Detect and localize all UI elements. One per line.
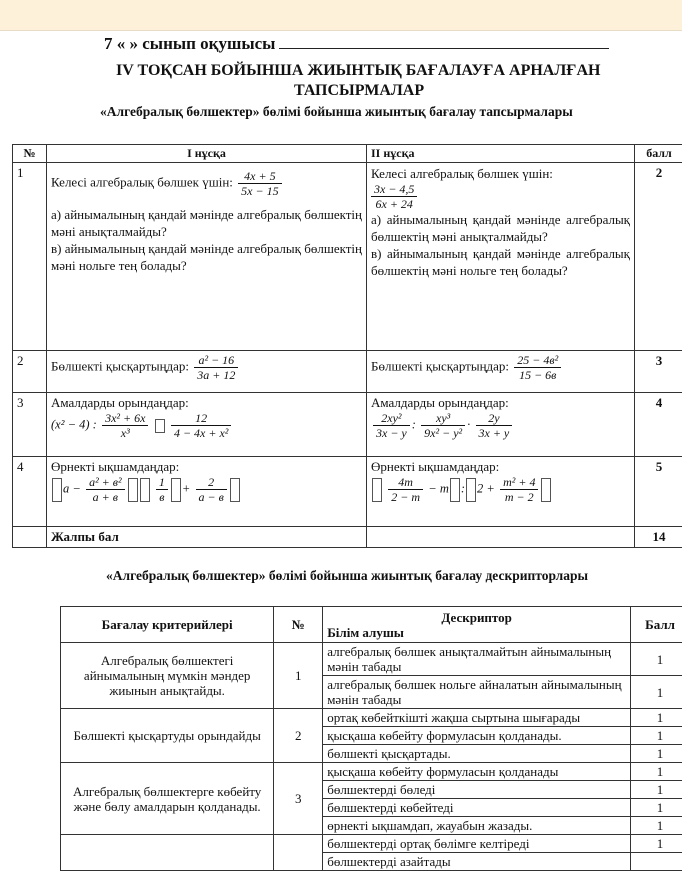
header-variant-1: I нұсқа — [47, 145, 367, 163]
fraction-denominator: 9x² − y² — [424, 426, 463, 440]
fraction-denominator: x³ — [120, 426, 130, 440]
task-question-b: в) айнымалының қандай мәнінде алгебралық бөлшектің мәні нольге тең болады? — [51, 241, 362, 273]
task-intro: Келесі алгебралық бөлшек үшін: — [51, 174, 233, 190]
fraction — [476, 411, 513, 440]
fraction — [421, 411, 465, 440]
task-points: 2 — [635, 163, 682, 351]
criteria-num: 1 — [274, 643, 323, 709]
class-line — [104, 34, 609, 54]
descriptor-points: 1 — [631, 745, 682, 763]
header-num: № — [13, 145, 47, 163]
descriptors-title: «Алгебралық бөлшектер» бөлімі бойынша жиынтық бағалау дескрипторлары — [106, 568, 589, 583]
fraction-numerator: a² + в² — [86, 475, 125, 490]
total-empty-cell — [367, 527, 635, 548]
top-banner — [0, 0, 682, 30]
bracket-box — [450, 478, 460, 502]
criteria-cell: Алгебралық бөлшектегі айнымалының мүмкін мәндер жиынын анықтайды. — [61, 643, 274, 709]
task-question-b: в) айнымалының қандай мәнінде алгебралық бөлшектің мәні нольге тең болады? — [371, 246, 630, 278]
task-question-a: а) айнымалының қандай мәнінде алгебралық бөлшектің мәні анықталмайды? — [51, 207, 362, 239]
descriptor-points: 1 — [631, 763, 682, 781]
descriptor-text: алгебралық бөлшек анықталмайтын айнымалының мәнін табады — [323, 643, 631, 676]
descriptor-points: 1 — [631, 835, 682, 853]
expression-prefix: (x² − 4) : — [51, 417, 97, 432]
expression-part: a − — [63, 481, 81, 496]
descriptor-row — [61, 643, 682, 676]
descriptor-text: бөлшектерді ортақ бөлімге келтіреді — [323, 835, 631, 853]
fraction-numerator: a² − 16 — [194, 353, 238, 368]
header-descriptor — [323, 607, 631, 643]
header-criteria: Бағалау критерийлері — [61, 607, 274, 643]
descriptors-table — [60, 606, 682, 871]
header-variant-2: II нұсқа — [367, 145, 635, 163]
header-points: балл — [635, 145, 682, 163]
descriptor-text: бөлшекті қысқартады. — [323, 745, 631, 763]
header-points: Балл — [631, 607, 682, 643]
fraction — [156, 475, 168, 504]
task-question-a: а) айнымалының қандай мәнінде алгебралық бөлшектің мәні анықталмайды? — [371, 212, 630, 244]
tasks-table — [12, 144, 682, 548]
tasks-header-row — [13, 145, 682, 163]
descriptor-points: 1 — [631, 799, 682, 817]
descriptor-points: 1 — [631, 643, 682, 676]
descriptor-text: қысқаша көбейту формуласын қолданады — [323, 763, 631, 781]
task-num: 1 — [13, 163, 47, 351]
fraction-denominator: 6x + 24 — [375, 197, 413, 211]
total-points: 14 — [635, 527, 682, 548]
criteria-cell: Алгебралық бөлшектерге көбейту және бөлу амалдарын қолданады. — [61, 763, 274, 835]
fraction-denominator: 3a + 12 — [197, 368, 236, 382]
criteria-num: 3 — [274, 763, 323, 835]
criteria-num — [274, 835, 323, 871]
fraction-numerator: m² + 4 — [500, 475, 538, 490]
task-4-variant-1: Өрнекті ықшамдаңдар: a − $\frac{\text{a² + в²}}{a + в}$ $\frac{1}{в}$ + $\frac{2}{a - в}$ — [47, 457, 367, 527]
task-num: 3 — [13, 393, 47, 457]
fraction-denominator: в — [159, 490, 165, 504]
descriptor-text: өрнекті ықшамдап, жауабын жазады. — [323, 817, 631, 835]
fraction-numerator: 2xy² — [373, 411, 410, 426]
task-points: 3 — [635, 351, 682, 393]
fraction — [388, 475, 423, 504]
fraction — [86, 475, 125, 504]
bracket-box — [52, 478, 62, 502]
task-points: 4 — [635, 393, 682, 457]
fraction-denominator: 2 − m — [391, 490, 421, 504]
descriptor-text: ортақ көбейткішті жақша сыртына шығарады — [323, 709, 631, 727]
fraction — [171, 411, 231, 440]
fraction-denominator: 5x − 15 — [241, 184, 279, 198]
operator-placeholder-box — [155, 419, 165, 433]
descriptor-row — [61, 835, 682, 853]
header-num: № — [274, 607, 323, 643]
task-intro: Амалдарды орындаңдар: — [51, 395, 189, 410]
fraction-numerator: 25 − 4в² — [514, 353, 561, 368]
fraction — [238, 169, 281, 198]
task-intro: Амалдарды орындаңдар: — [371, 395, 509, 410]
descriptor-points: 1 — [631, 727, 682, 745]
descriptor-points — [631, 853, 682, 871]
fraction-numerator: 4x + 5 — [238, 169, 281, 184]
task-3-variant-2: Амалдарды орындаңдар: $\frac{\text{2xy²}}{3x - y}$ : $\frac{\text{xy³}}{\text{9x² − y²}}$ · $\frac{2y}{3x + y}$ — [367, 393, 635, 457]
expression-part: − m — [428, 481, 449, 496]
fraction — [196, 475, 227, 504]
task-row-2 — [13, 351, 682, 393]
fraction-numerator: 4m — [388, 475, 423, 490]
fraction-denominator: 15 − 6в — [519, 368, 557, 382]
task-3-variant-1 — [47, 393, 367, 457]
title-line-1: IV ТОҚСАН БОЙЫНША ЖИЫНТЫҚ БАҒАЛАУҒА АРНАЛҒАН — [116, 62, 601, 79]
task-points: 5 — [635, 457, 682, 527]
fraction — [373, 411, 410, 440]
fraction — [371, 182, 417, 211]
criteria-num: 2 — [274, 709, 323, 763]
bracket-box — [372, 478, 382, 502]
fraction-denominator: 4 − 4x + x² — [173, 426, 229, 440]
header-descriptor-label: Дескриптор — [441, 609, 512, 625]
task-row-1 — [13, 163, 682, 351]
task-intro: Келесі алгебралық бөлшек үшін: — [371, 166, 553, 181]
descriptor-text: бөлшектерді көбейтеді — [323, 799, 631, 817]
bracket-box — [466, 478, 476, 502]
bracket-box — [140, 478, 150, 502]
fraction-numerator: xy³ — [421, 411, 465, 426]
task-intro: Бөлшекті қысқартыңдар: — [51, 358, 190, 374]
expression-part: 2 + — [477, 481, 495, 496]
task-intro: Өрнекті ықшамдаңдар: — [51, 459, 180, 474]
fraction-numerator: 3x − 4,5 — [371, 182, 417, 197]
total-label: Жалпы бал — [47, 527, 367, 548]
fraction-denominator: a + в — [92, 490, 118, 504]
descriptor-row — [61, 709, 682, 727]
descriptor-text: алгебралық бөлшек нольге айналатын айнымалының мәнін табады — [323, 676, 631, 709]
name-blank-line — [279, 34, 609, 49]
descriptor-points: 1 — [631, 817, 682, 835]
descriptors-header-row — [61, 607, 682, 643]
fraction-numerator: 1 — [156, 475, 168, 490]
fraction — [102, 411, 148, 440]
fraction — [500, 475, 538, 504]
task-2-variant-2 — [367, 351, 635, 393]
descriptor-points: 1 — [631, 709, 682, 727]
fraction-numerator: 3x² + 6x — [102, 411, 148, 426]
fraction-denominator: 3x + y — [478, 426, 510, 440]
title-line-2: ТАПСЫРМАЛАР — [294, 82, 425, 99]
task-num: 2 — [13, 351, 47, 393]
fraction-numerator: 2 — [196, 475, 227, 490]
tasks-subtitle: «Алгебралық бөлшектер» бөлімі бойынша жиынтық бағалау тапсырмалары — [100, 104, 573, 119]
fraction-numerator: 2y — [476, 411, 513, 426]
task-4-variant-2: Өрнекті ықшамдаңдар: $\frac{4m}{2 - m}$ − m : 2 + $\frac{\text{m² + 4}}{m - 2}$ — [367, 457, 635, 527]
bracket-box — [230, 478, 240, 502]
descriptor-points: 1 — [631, 676, 682, 709]
descriptor-points: 1 — [631, 781, 682, 799]
bracket-box — [171, 478, 181, 502]
descriptor-row — [61, 763, 682, 781]
descriptor-text: қысқаша көбейту формуласын қолданады. — [323, 727, 631, 745]
class-line-text: 7 « » сынып оқушысы — [104, 34, 276, 53]
bracket-box — [128, 478, 138, 502]
task-intro: Бөлшекті қысқартыңдар: — [371, 358, 510, 374]
task-1-variant-1 — [47, 163, 367, 351]
criteria-cell: Бөлшекті қысқартуды орындайды — [61, 709, 274, 763]
task-num: 4 — [13, 457, 47, 527]
task-row-4 — [13, 457, 682, 527]
total-row — [13, 527, 682, 548]
total-empty-cell — [13, 527, 47, 548]
fraction-denominator: 3x − y — [376, 426, 407, 440]
top-banner-border — [0, 30, 682, 31]
fraction-denominator: a − в — [198, 490, 224, 504]
bracket-box — [541, 478, 551, 502]
criteria-cell — [61, 835, 274, 871]
fraction — [514, 353, 561, 382]
fraction-numerator: 12 — [171, 411, 231, 426]
fraction — [194, 353, 238, 382]
task-1-v1-intro-line — [51, 169, 362, 198]
descriptor-text: бөлшектерді азайтады — [323, 853, 631, 871]
descriptor-text: бөлшектерді бөледі — [323, 781, 631, 799]
task-row-3 — [13, 393, 682, 457]
fraction-denominator: m − 2 — [504, 490, 534, 504]
header-learner-label: Білім алушы — [327, 624, 404, 640]
task-intro: Өрнекті ықшамдаңдар: — [371, 459, 500, 474]
task-2-variant-1 — [47, 351, 367, 393]
task-1-variant-2 — [367, 163, 635, 351]
